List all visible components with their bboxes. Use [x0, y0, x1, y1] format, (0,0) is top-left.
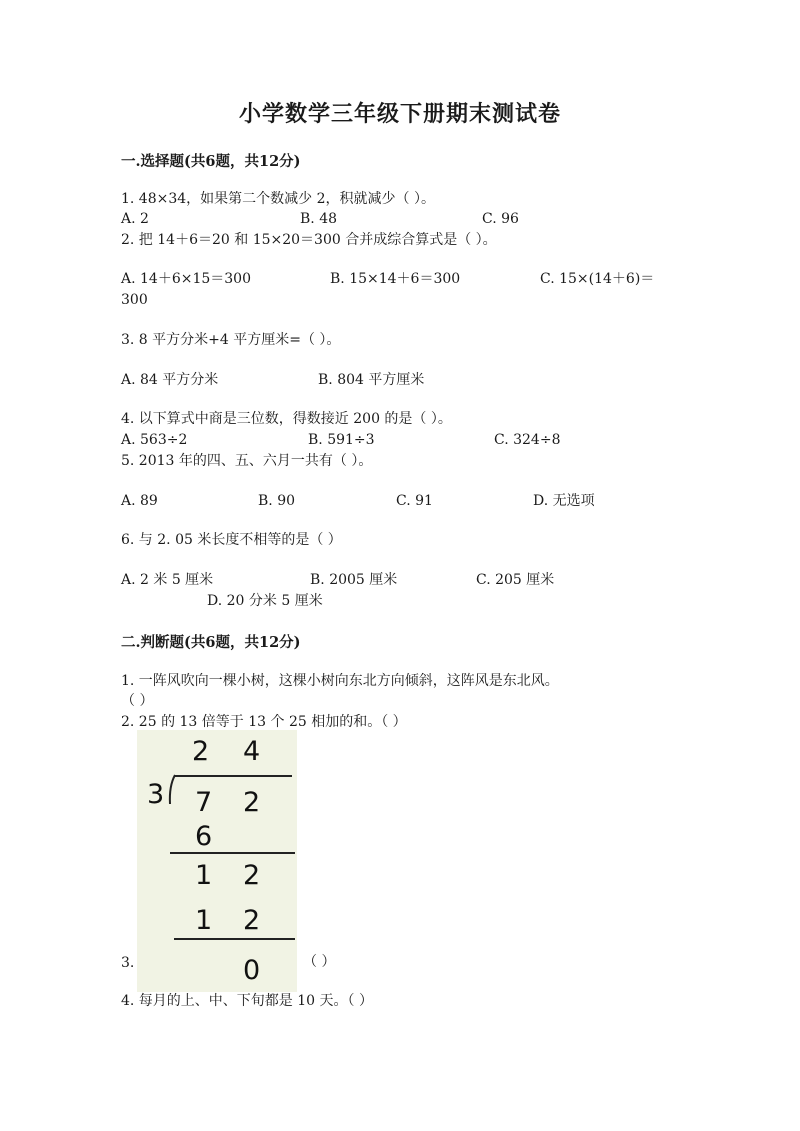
question-4-option-b: B. 591÷3 [308, 432, 375, 448]
division-underline [170, 852, 295, 854]
page-title: 小学数学三年级下册期末测试卷 [238, 101, 561, 127]
judge-3-number: 3. [121, 955, 135, 971]
question-3-option-b: B. 804 平方厘米 [318, 372, 425, 388]
question-2-stem: 2. 把 14＋6＝20 和 15×20＝300 合并成综合算式是（ ）。 [121, 232, 497, 248]
question-6-option-a: A. 2 米 5 厘米 [121, 572, 214, 588]
question-2-option-b: B. 15×14＋6＝300 [330, 271, 461, 287]
question-3-option-a: A. 84 平方分米 [121, 372, 219, 388]
question-2-option-a: A. 14＋6×15＝300 [121, 271, 251, 287]
question-4-stem: 4. 以下算式中商是三位数，得数接近 200 的是（ ）。 [121, 411, 452, 427]
divisor: 3 [147, 779, 165, 810]
division-underline [174, 938, 295, 940]
question-2-option-c-continued: 300 [121, 292, 148, 308]
division-bracket [167, 774, 179, 806]
step-digit: 1 [195, 905, 213, 936]
question-4-option-a: A. 563÷2 [121, 432, 188, 448]
step-digit: 2 [243, 905, 261, 936]
question-6-option-d: D. 20 分米 5 厘米 [207, 593, 323, 609]
dividend-digit: 2 [243, 787, 261, 818]
question-2-option-c: C. 15×(14＋6)＝ [540, 271, 655, 287]
dividend-digit: 7 [195, 787, 213, 818]
division-bar [174, 775, 292, 777]
question-1-option-c: C. 96 [482, 211, 519, 227]
quotient-digit: 4 [243, 736, 261, 767]
judge-2-stem: 2. 25 的 13 倍等于 13 个 25 相加的和。（ ） [121, 714, 407, 730]
question-6-option-c: C. 205 厘米 [476, 572, 555, 588]
step-digit: 6 [195, 821, 213, 852]
quotient-digit: 2 [192, 736, 210, 767]
question-5-option-a: A. 89 [121, 493, 158, 509]
question-4-option-c: C. 324÷8 [494, 432, 561, 448]
question-5-option-b: B. 90 [258, 493, 296, 509]
question-5-option-d: D. 无选项 [533, 493, 595, 509]
question-1-option-b: B. 48 [300, 211, 338, 227]
question-6-option-b: B. 2005 厘米 [310, 572, 398, 588]
question-1-stem: 1. 48×34，如果第二个数减少 2，积就减少（ ）。 [121, 191, 435, 207]
judge-1-answer-paren: （ ） [121, 693, 154, 709]
section-heading-choice: 一.选择题(共6题，共12分) [121, 153, 301, 170]
step-digit: 2 [243, 860, 261, 891]
question-3-stem: 3. 8 平方分米+4 平方厘米=（ ）。 [121, 332, 341, 348]
judge-1-stem: 1. 一阵风吹向一棵小树，这棵小树向东北方向倾斜，这阵风是东北风。 [121, 673, 559, 689]
judge-4-stem: 4. 每月的上、中、下旬都是 10 天。（ ） [121, 993, 373, 1009]
question-5-option-c: C. 91 [396, 493, 433, 509]
section-heading-judgement: 二.判断题(共6题，共12分) [121, 634, 301, 651]
step-digit: 1 [195, 860, 213, 891]
long-division-figure [137, 730, 297, 992]
question-1-option-a: A. 2 [121, 211, 149, 227]
question-5-stem: 5. 2013 年的四、五、六月一共有（ ）。 [121, 453, 373, 469]
remainder-digit: 0 [243, 955, 261, 986]
question-6-stem: 6. 与 2. 05 米长度不相等的是（ ） [121, 532, 342, 548]
judge-3-answer-paren: （ ） [303, 954, 336, 970]
